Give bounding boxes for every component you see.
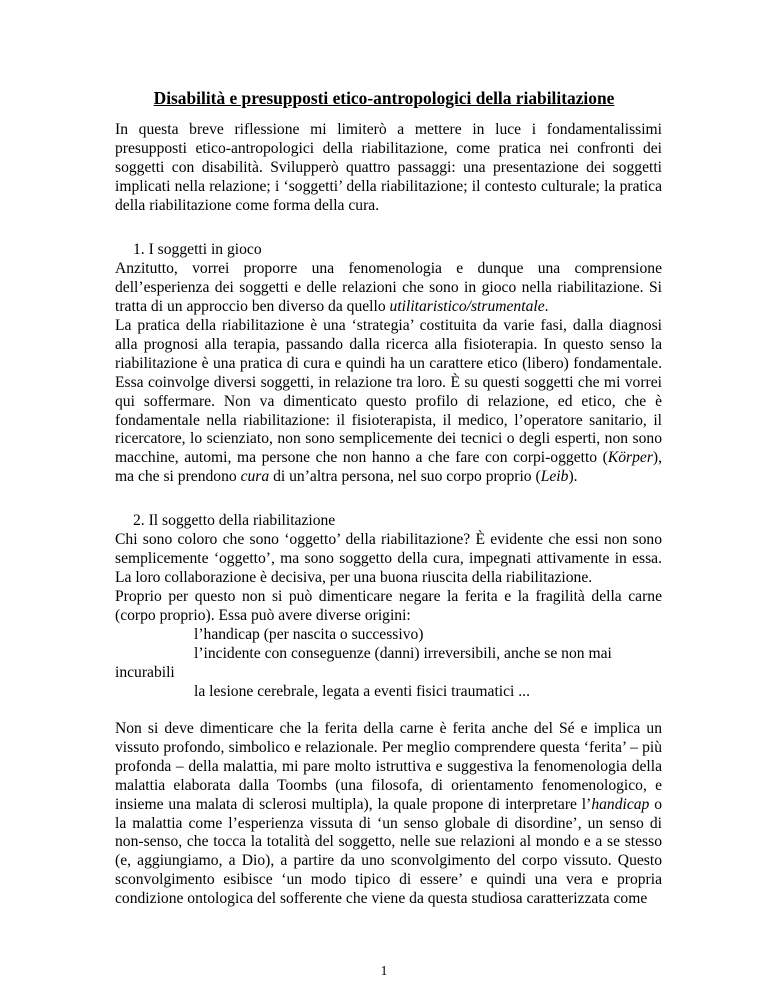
list-item: la lesione cerebrale, legata a eventi fisici traumatici ... [194, 683, 530, 700]
emphasis-cura: cura [240, 468, 270, 486]
emphasis-leib: Leib [540, 468, 569, 486]
intro-text: In questa breve riflessione mi limiterò a mettere in luce i fondamentalissimi presupposti etico-antropologici della riabilitazione, come pratica nei confronti dei soggetti con disabilità. Svilupperò quattro passaggi: una presentazione dei soggetti implicati nella relazione; i ‘soggetti’ della riabilitazione; il contesto culturale; la pratica della riabilitazione come forma della cura. [115, 121, 662, 214]
section-2-paragraph-2: Proprio per questo non si può dimenticare negare la ferita e la fragilità della carne (corpo proprio). Essa può avere diverse origini: [115, 588, 662, 624]
list-item-continuation: incurabili [115, 664, 175, 681]
emphasis-utilitaristico: utilitaristico/strumentale [389, 297, 545, 315]
intro-paragraph [115, 121, 662, 216]
document-page: Disabilità e presupposti etico-antropologici della riabilitazione In questa breve riflessione mi limiterò a mettere in luce i fondamentalissimi presupposti etico-antropologici della riabilitazione, come pratica nei confronti dei soggetti con disabilità. Svilupperò quattro passaggi: una presentazione dei soggetti implicati nella relazione; i ‘soggetti’ della riabilitazione; il contesto culturale; la pratica della riabilitazione come forma della cura. 1. I soggetti in gioco Anzitutto, vorrei proporre una fenomenologia e dunque una comprensione dell’esperienza dei soggetti e delle relazioni che sono in gioco nella riabilitazione. Si tratta di un approccio ben diverso da quello utilitaristico/strumentale. La pratica della riabilitazione è una ‘strategia’ costituita da varie fasi, dalla diagnosi alla prognosi alla terapia, passando dalla ricerca alla fisioterapia. In questo senso la riabilitazione è una pratica di cura e quindi ha un carattere etico (libero) fondamentale. Essa coinvolge diversi soggetti, in relazione tra loro. È su questi soggetti che mi vorrei qui soffermare. Non va dimenticato questo profilo di relazione, ed etico, che è fondamentale nella riabilitazione: il fisioterapista, il medico, l’operatore sanitario, il ricercatore, lo scienziato, non sono semplicemente dei tecnici o degli esperti, non sono macchine, automi, ma persone che non hanno a che fare con corpi-oggetto (Körper), ma che si prendono cura di un’altra persona, nel suo corpo proprio (Leib). 2. Il soggetto della riabilitazione Chi sono coloro che sono ‘oggetto’ della riabilitazione? È evidente che essi non sono semplicemente ‘oggetto’, ma sono soggetto della cura, impegnati attivamente in essa. La loro collaborazione è decisiva, per una buona riuscita della riabilitazione. Proprio per questo non si può dimenticare negare la ferita e la fragilità della carne (corpo proprio). Essa può avere diverse origini: l’handicap (per nascita o successivo) l’incidente con conseguenze (danni) irreversibili, anche se non mai incurabili la lesione cerebrale, legata a eventi fisici traumatici ... Non si deve dimenticare che la ferita della carne è ferita anche del Sé e implica un vissuto profondo, simbolico e relazionale. Per meglio comprendere questa ‘ferita’ – più profonda – della malattia, mi pare molto istruttiva e suggestiva la fenomenologia della malattia elaborata dalla Toombs (una filosofa, di orientamento fenomenologico, e insieme una malata di sclerosi multipla), la quale propone di interpretare l’handicap o la malattia come l’esperienza vissuta di ‘un senso globale di disordine’, un senso di non-senso, che tocca la totalità del soggetto, nelle sue relazioni al mondo e a se stesso (e, aggiungiamo, a Dio), a partire da uno sconvolgimento del corpo vissuto. Questo sconvolgimento esibisce ‘un modo tipico di essere’ e quindi una vera e propria condizione ontologica del sofferente che viene da questa studiosa caratterizzata come 1 [0, 0, 768, 994]
page-number: 1 [380, 963, 388, 978]
closing-paragraph: Non si deve dimenticare che la ferita della carne è ferita anche del Sé e implica un vissuto profondo, simbolico e relazionale. Per meglio comprendere questa ‘ferita’ – più profonda – della malattia, mi pare molto istruttiva e suggestiva la fenomenologia della malattia elaborata dalla Toombs (una filosofa, di orientamento fenomenologico, e insieme una malata di sclerosi multipla), la quale propone di interpretare l’handicap o la malattia come l’esperienza vissuta di ‘un senso globale di disordine’, un senso di non-senso, che tocca la totalità del soggetto, nelle sue relazioni al mondo e a se stesso (e, aggiungiamo, a Dio), a partire da uno sconvolgimento del corpo vissuto. Questo sconvolgimento esibisce ‘un modo tipico di essere’ e quindi una vera e propria condizione ontologica del sofferente che viene da questa studiosa caratterizzata come [115, 720, 662, 908]
document-title: Disabilità e presupposti etico-antropologici della riabilitazione [153, 88, 615, 108]
section-2-paragraph-1: Chi sono coloro che sono ‘oggetto’ della riabilitazione? È evidente che essi non sono semplicemente ‘oggetto’, ma sono soggetto della cura, impegnati attivamente in essa. La loro collaborazione è decisiva, per una buona riuscita della riabilitazione. [115, 531, 662, 586]
section-1-paragraph-2: La pratica della riabilitazione è una ‘strategia’ costituita da varie fasi, dalla diagnosi alla prognosi alla terapia, passando dalla ricerca alla fisioterapia. In questo senso la riabilitazione è una pratica di cura e quindi ha un carattere etico (libero) fondamentale. Essa coinvolge diversi soggetti, in relazione tra loro. È su questi soggetti che mi vorrei qui soffermare. Non va dimenticato questo profilo di relazione, ed etico, che è fondamentale nella riabilitazione: il fisioterapista, il medico, l’operatore sanitario, il ricercatore, lo scienziato, non sono semplicemente dei tecnici o degli esperti, non sono macchine, automi, ma persone che non hanno a che fare con corpi-oggetto (Körper), ma che si prendono cura di un’altra persona, nel suo corpo proprio (Leib). [115, 317, 662, 486]
section-1-heading: 1. I soggetti in gioco [133, 241, 262, 258]
section-1-paragraph-1: Anzitutto, vorrei proporre una fenomenologia e dunque una comprensione dell’esperienza dei soggetti e delle relazioni che sono in gioco nella riabilitazione. Si tratta di un approccio ben diverso da quello utilitaristico/strumentale. [115, 260, 662, 315]
section-2-heading: 2. Il soggetto della riabilitazione [133, 512, 336, 529]
list-item: l’handicap (per nascita o successivo) [194, 626, 424, 643]
emphasis-korper: Körper [607, 449, 653, 467]
emphasis-handicap: handicap [591, 795, 650, 813]
